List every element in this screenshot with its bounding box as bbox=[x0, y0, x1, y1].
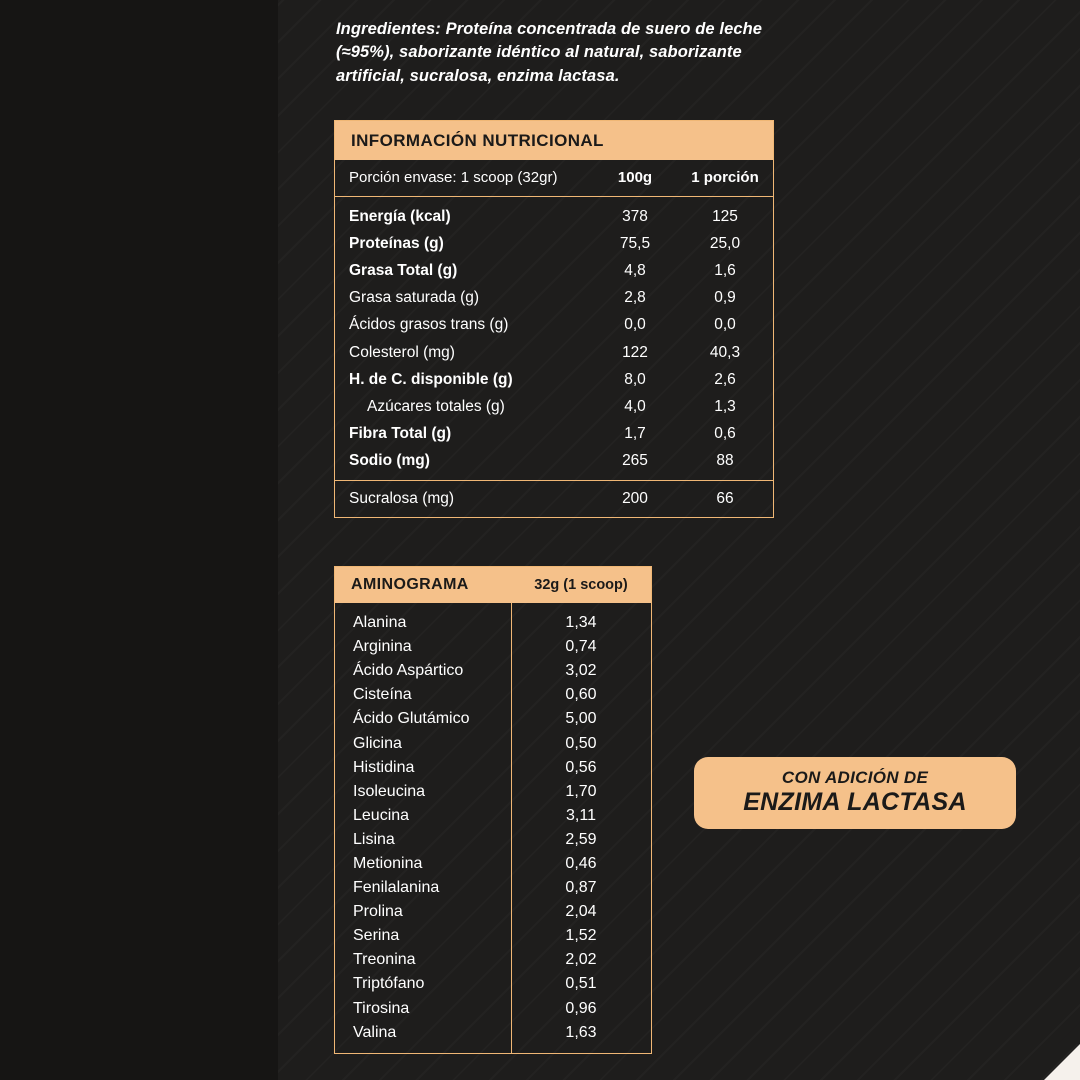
nutrition-footer-name: Sucralosa (mg) bbox=[349, 489, 455, 507]
aminogram-row-value: 1,63 bbox=[565, 1023, 597, 1041]
aminogram-row-name: Leucina bbox=[353, 806, 410, 824]
nutrition-row-name: H. de C. disponible (g) bbox=[349, 370, 513, 388]
aminogram-row-value: 0,74 bbox=[565, 638, 597, 656]
nutrition-row-name: Proteínas (g) bbox=[349, 234, 444, 252]
aminogram-row-value: 3,11 bbox=[566, 806, 596, 824]
aminogram-row bbox=[335, 780, 651, 804]
badge-line-1: CON ADICIÓN DE bbox=[781, 767, 929, 787]
nutrition-rows bbox=[335, 197, 773, 480]
nutrition-footer-portion: 66 bbox=[716, 489, 734, 507]
nutrition-row-100g: 265 bbox=[622, 452, 648, 470]
aminogram-row bbox=[335, 683, 651, 707]
aminogram-row-value: 0,87 bbox=[565, 879, 597, 897]
aminogram-row-value: 0,51 bbox=[565, 975, 597, 993]
nutrition-row-portion: 125 bbox=[712, 207, 738, 225]
aminogram-table-header bbox=[335, 567, 651, 603]
aminogram-row-value: 2,02 bbox=[565, 951, 597, 969]
nutrition-row-name: Energía (kcal) bbox=[349, 207, 451, 225]
serving-label: Porción envase: 1 scoop (32gr) bbox=[349, 169, 558, 186]
aminogram-row-value: 2,04 bbox=[565, 903, 597, 921]
corner-mark-inner bbox=[1058, 1022, 1080, 1044]
aminogram-row bbox=[335, 852, 651, 876]
aminogram-row bbox=[335, 948, 651, 972]
nutrition-row-name: Azúcares totales (g) bbox=[367, 397, 505, 415]
nutrition-row-100g: 1,7 bbox=[624, 425, 646, 443]
aminogram-row bbox=[335, 731, 651, 755]
aminogram-column-header: 32g (1 scoop) bbox=[534, 577, 628, 593]
aminogram-row-value: 3,02 bbox=[565, 662, 597, 680]
nutrition-row bbox=[335, 393, 773, 420]
aminogram-row-name: Cisteína bbox=[353, 686, 412, 704]
nutrition-row-100g: 8,0 bbox=[624, 370, 646, 388]
nutrition-row-portion: 0,6 bbox=[714, 425, 736, 443]
nutrition-row-portion: 40,3 bbox=[709, 343, 741, 361]
aminogram-row-value: 5,00 bbox=[565, 710, 597, 728]
aminogram-row-name: Ácido Aspártico bbox=[353, 662, 464, 680]
nutrition-row-portion: 25,0 bbox=[709, 234, 741, 252]
aminogram-row-value: 2,59 bbox=[565, 830, 597, 848]
nutrition-table bbox=[334, 120, 774, 518]
aminogram-row-value: 0,46 bbox=[565, 854, 597, 872]
nutrition-row-100g: 4,8 bbox=[624, 261, 646, 279]
aminogram-row-name: Fenilalanina bbox=[353, 879, 440, 897]
aminogram-row-name: Tirosina bbox=[353, 999, 410, 1017]
aminogram-row-value: 1,34 bbox=[565, 614, 597, 632]
nutrition-table-title: INFORMACIÓN NUTRICIONAL bbox=[335, 121, 773, 160]
nutrition-row-100g: 378 bbox=[622, 207, 648, 225]
nutrition-row bbox=[335, 257, 773, 284]
nutrition-row-portion: 88 bbox=[716, 452, 734, 470]
nutrition-row-100g: 122 bbox=[622, 343, 648, 361]
nutrition-footer-row bbox=[335, 480, 773, 517]
nutrition-row-portion: 1,6 bbox=[714, 261, 736, 279]
left-background-strip bbox=[0, 0, 278, 1080]
aminogram-row bbox=[335, 900, 651, 924]
aminogram-row-value: 1,52 bbox=[565, 927, 597, 945]
nutrition-row bbox=[335, 312, 773, 339]
aminogram-row-name: Valina bbox=[353, 1023, 397, 1041]
nutrition-row-name: Grasa Total (g) bbox=[349, 261, 458, 279]
aminogram-row bbox=[335, 756, 651, 780]
aminogram-row-name: Glicina bbox=[353, 734, 402, 752]
nutrition-row bbox=[335, 339, 773, 366]
nutrition-row-name: Sodio (mg) bbox=[349, 452, 430, 470]
aminogram-row-name: Metionina bbox=[353, 854, 423, 872]
aminogram-row-name: Isoleucina bbox=[353, 782, 426, 800]
nutrition-row bbox=[335, 366, 773, 393]
aminogram-row-name: Prolina bbox=[353, 903, 403, 921]
aminogram-row-name: Triptófano bbox=[353, 975, 425, 993]
aminogram-row bbox=[335, 876, 651, 900]
nutrition-row-portion: 0,9 bbox=[714, 289, 736, 307]
ingredients-label: Ingredientes: bbox=[336, 20, 441, 38]
nutrition-table-subheader bbox=[335, 160, 773, 197]
ingredients-text: Proteína concentrada de suero de leche (≈95%), saborizante idéntico al natural, saborizante artificial, sucralosa, enzima lactasa. bbox=[336, 20, 763, 85]
aminogram-row bbox=[335, 611, 651, 635]
aminogram-row-value: 0,50 bbox=[565, 734, 597, 752]
aminogram-rows bbox=[335, 603, 651, 1053]
aminogram-row bbox=[335, 635, 651, 659]
nutrition-row-portion: 0,0 bbox=[714, 316, 736, 334]
aminogram-row-value: 1,70 bbox=[565, 782, 597, 800]
aminogram-row-name: Lisina bbox=[353, 830, 395, 848]
nutrition-row-100g: 75,5 bbox=[619, 234, 651, 252]
aminogram-row-name: Histidina bbox=[353, 758, 415, 776]
aminogram-row-name: Alanina bbox=[353, 614, 407, 632]
aminogram-row-value: 0,56 bbox=[565, 758, 597, 776]
aminogram-row bbox=[335, 804, 651, 828]
aminogram-row-name: Arginina bbox=[353, 638, 412, 656]
column-header-portion: 1 porción bbox=[691, 169, 759, 186]
aminogram-row bbox=[335, 972, 651, 996]
aminogram-row bbox=[335, 828, 651, 852]
aminogram-table bbox=[334, 566, 652, 1054]
aminogram-row-value: 0,96 bbox=[565, 999, 597, 1017]
corner-mark bbox=[1044, 1044, 1080, 1080]
aminogram-row-name: Serina bbox=[353, 927, 400, 945]
badge-line-2: ENZIMA LACTASA bbox=[743, 788, 967, 817]
column-header-100g: 100g bbox=[617, 169, 653, 186]
nutrition-footer-100g: 200 bbox=[622, 489, 648, 507]
lactase-badge bbox=[694, 757, 1016, 829]
aminogram-row bbox=[335, 1021, 651, 1045]
nutrition-row-name: Colesterol (mg) bbox=[349, 343, 455, 361]
nutrition-row bbox=[335, 448, 773, 475]
aminogram-row-value: 0,60 bbox=[565, 686, 597, 704]
nutrition-row-portion: 2,6 bbox=[714, 370, 736, 388]
nutrition-row-name: Ácidos grasos trans (g) bbox=[349, 316, 509, 334]
aminogram-row-name: Ácido Glutámico bbox=[353, 710, 470, 728]
aminogram-row bbox=[335, 659, 651, 683]
nutrition-row-100g: 2,8 bbox=[624, 289, 646, 307]
nutrition-row bbox=[335, 230, 773, 257]
nutrition-row bbox=[335, 421, 773, 448]
nutrition-row-portion: 1,3 bbox=[714, 397, 736, 415]
nutrition-row-100g: 4,0 bbox=[624, 397, 646, 415]
aminogram-row-name: Treonina bbox=[353, 951, 416, 969]
aminogram-row bbox=[335, 924, 651, 948]
nutrition-row bbox=[335, 285, 773, 312]
nutrition-row-name: Grasa saturada (g) bbox=[349, 289, 480, 307]
aminogram-row bbox=[335, 997, 651, 1021]
nutrition-row-name: Fibra Total (g) bbox=[349, 425, 452, 443]
aminogram-title: AMINOGRAMA bbox=[351, 576, 469, 593]
nutrition-row bbox=[335, 203, 773, 230]
ingredients-paragraph bbox=[336, 18, 806, 88]
aminogram-row bbox=[335, 707, 651, 731]
nutrition-row-100g: 0,0 bbox=[624, 316, 646, 334]
